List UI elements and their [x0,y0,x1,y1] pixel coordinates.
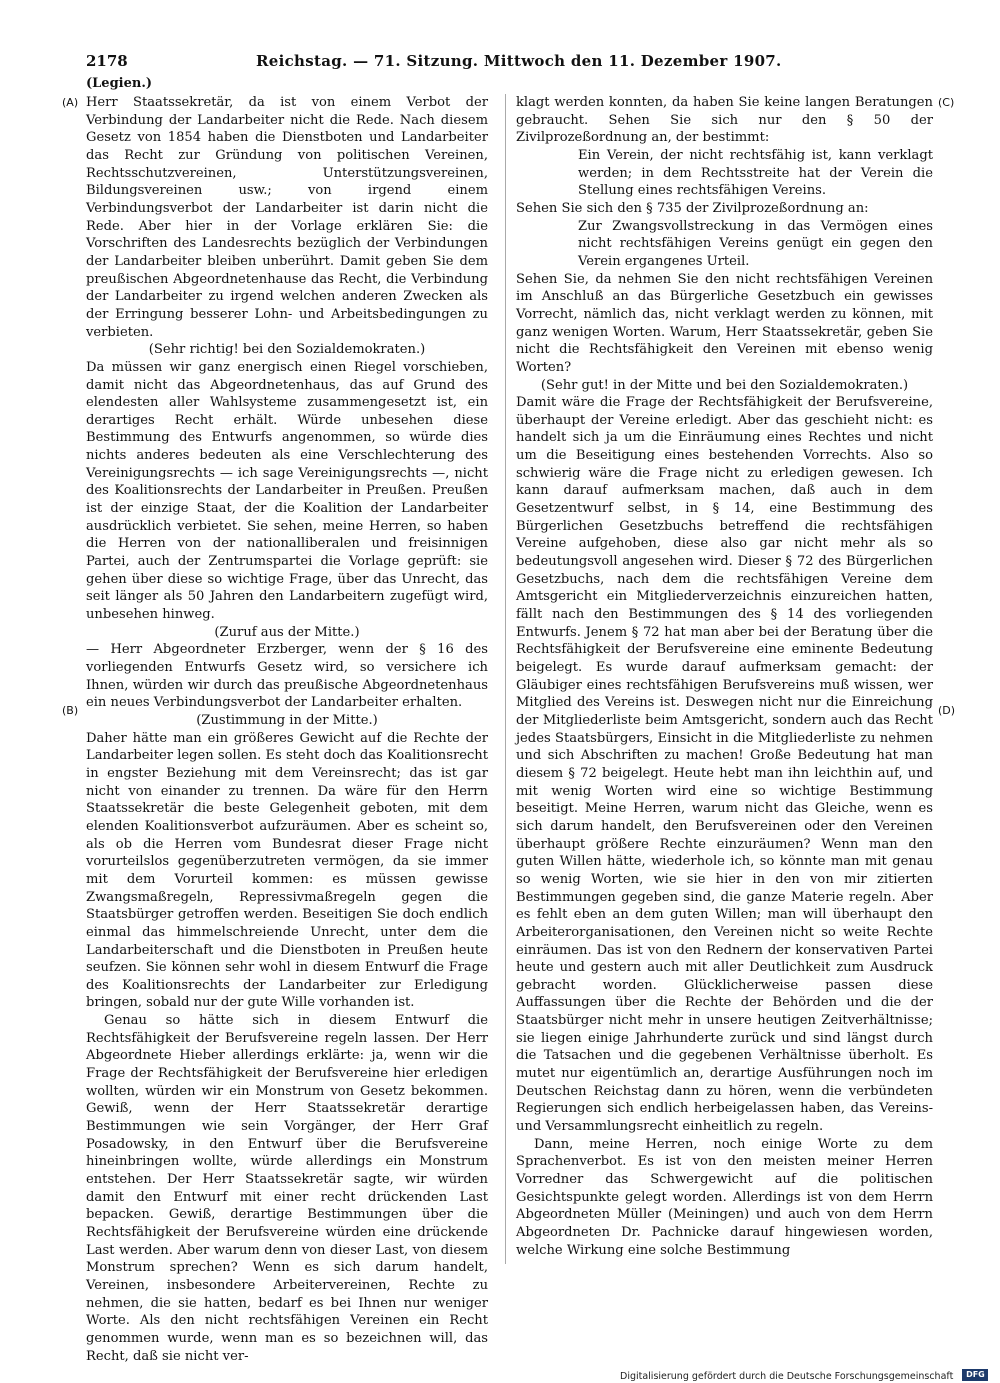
interjection: (Zuruf aus der Mitte.) [214,624,360,640]
legal-quote: Ein Verein, der nicht rechtsfähig ist, kann verklagt werden; in dem Rechtsstreite hat der Verein die Stellung eines rechtsfähigen Vereins. [578,147,933,199]
paragraph: Sehen Sie, da nehmen Sie den nicht rechtsfähigen Vereinen im Anschluß an das Bürgerliche Gesetzbuch ein gewisses Vorrecht, nämlich das, nicht verklagt werden zu können, mit ganz wenigen Worten. Warum, Herr Staatssekretär, geben Sie nicht die Rechtsfähigkeit den Vereinen mit ebenso wenig Worten? [516,271,933,375]
running-head: Reichstag. — 71. Sitzung. Mittwoch den 11. Dezember 1907. [256,52,782,70]
left-column [86,94,488,1364]
margin-marker-d: (D) [938,704,956,717]
margin-marker-c: (C) [938,96,955,109]
paragraph: Dann, meine Herren, noch einige Worte zu dem Sprachenverbot. Es ist von den meisten meiner Herren Vorredner das Schwergewicht auf die politischen Gesichtspunkte gelegt worden. Allerdings ist von dem Herrn Abgeordneten Müller (Meiningen) und auch von dem Herrn Abgeordneten Dr. Pachnicke darauf hingewiesen worden, welche Wirkung eine solche Bestimmung [516,1136,933,1258]
paragraph: Herr Staatssekretär, da ist von einem Verbot der Verbindung der Landarbeiter nicht die Rede. Nach diesem Gesetz von 1854 haben die Dienstboten und Landarbeiter das Recht zur Gründung von politischen Vereinen, Rechtsschutzvereinen, Unterstützungsvereinen, Bildungsvereinen usw.; von irgend einem Verbindungsverbot der Landarbeiter ist darin nicht die Rede. Aber hier in der Vorlage erklären Sie: die Vorschriften des Landesrechts bezüglich der Verbindungen der Landarbeiter bleiben unberührt. Damit geben Sie dem preußischen Abgeordnetenhause das Recht, die Verbindung der Landarbeiter zu irgend welchen anderen Zwecken als der Erringung besserer Lohn- und Arbeitsbedingungen zu verbieten. [86,95,488,340]
paragraph: Da müssen wir ganz energisch einen Riegel vorschieben, damit nicht das Abgeordnetenhaus, das auf Grund des elendesten aller Wahlsysteme zusammengesetzt ist, ein derartiges Recht erhält. Würde unbesehen diese Bestimmung des Entwurfs angenommen, so würde dies nichts anderes bedeuten als eine Verschlechterung des Vereinigungsrechts — ich sage Vereinigungsrechts —, nicht des Koalitionsrechts der Landarbeiter in Preußen. Preußen ist der einzige Staat, der die Koalition der Landarbeiter ausdrücklich verbietet. Sie sehen, meine Herren, so haben die Herren von der nationalliberalen und freisinnigen Partei, auch der Zentrumspartei die Vorlage geprüft: sie gehen über diese so wichtige Frage, über das Unrecht, das seit länger als 50 Jahren den Landarbeitern zugefügt wird, unbesehen hinweg. [86,359,488,623]
interjection: (Sehr gut! in der Mitte und bei den Sozialdemokraten.) [540,377,909,393]
dfg-logo: DFG [962,1369,988,1381]
paragraph: Damit wäre die Frage der Rechtsfähigkeit der Berufsvereine, überhaupt der Vereine erledigt. Aber das geschieht nicht: es handelt sich ja um die Einräumung eines Rechtes und nicht um die Beseitigung eines bestehenden Vorrechts. Also so schwierig wäre die Frage nicht zu erledigen gewesen. Ich kann darauf aufmerksam machen, daß auch in dem Gesetzentwurf selbst, in § 14, eine Bestimmung des Bürgerlichen Gesetzbuchs betreffend die rechtsfähigen Vereine aufgehoben, diese also gar nicht mehr als so bedeutungsvoll angesehen wird. Dieser § 72 des Bürgerlichen Gesetzbuchs, nach dem die rechtsfähigen Vereine dem Amtsgericht ein Mitgliederverzeichnis einzureichen hatten, fällt nach den Bestimmungen des § 14 des vorliegenden Entwurfs. Jenem § 72 hat man aber bei der Beratung über die Rechtsfähigkeit der Berufsvereine eine eminente Bedeutung beigelegt. Es wurde darauf aufmerksam gemacht: der Gläubiger eines rechtsfähigen Berufsvereins muß wissen, wer Mitglied des Vereins ist. Deswegen nicht nur die Einreichung der Mitgliederliste beim Amtsgericht, sondern auch das Recht jedes Staatsbürgers, Einsicht in die Mitgliederliste zu nehmen und sich Abschriften zu machen! Große Bedeutung hat man diesem § 72 beigelegt. Heute hebt man ihn leichthin auf, und mit wenig Worten wird eine so wichtige Bestimmung beseitigt. Meine Herren, warum nicht das Gleiche, wenn es sich darum handelt, den Berufsvereinen oder den Vereinen überhaupt größere Rechte einzuräumen? Wenn man den guten Willen hätte, wiederhole ich, so könnte man mit genau so wenig Worten, wie sie hier in den von mir zitierten Bestimmungen gegeben sind, die ganze Materie regeln. Aber es fehlt eben an dem guten Willen; man will überhaupt den Arbeiterorganisationen, den Vereinen nicht so weite Rechte einräumen. Das ist von den Rednern der konservativen Partei heute und gestern auch mit aller Deutlichkeit zum Ausdruck gebracht worden. Glücklicherweise passen diese Auffassungen über die Rechte der Behörden und die der Staatsbürger nicht mehr in unsere heutigen Zeitverhältnisse; sie liegen einige Jahrhunderte zurück und sind längst durch die Tatsachen und die gegebenen Verhältnisse überholt. Es mutet nur eigentümlich an, derartige Ausführungen noch im Deutschen Reichstag dann zu hören, wenn die verbündeten Regierungen sich endlich herbeigelassen haben, das Vereins- und Versammlungsrecht einheitlich zu regeln. [516,395,933,1135]
paragraph: — Herr Abgeordneter Erzberger, wenn der § 16 des vorliegenden Entwurfs Gesetz wird, so versichere ich Ihnen, würden wir durch das preußische Abgeordnetenhaus ein neues Verbindungsverbot der Landarbeiter erhalten. [86,642,488,711]
credit-text: Digitalisierung gefördert durch die Deutsche Forschungsgemeinschaft [620,1371,954,1382]
page-number: 2178 [86,52,128,70]
speaker-name: (Legien.) [86,76,152,91]
legal-quote: Zur Zwangsvollstreckung in das Vermögen eines nicht rechtsfähigen Vereins genügt ein gegen den Verein ergangenes Urteil. [578,218,933,269]
margin-marker-b: (B) [62,704,79,717]
margin-marker-a: (A) [62,96,79,109]
interjection: (Zustimmung in der Mitte.) [196,712,378,728]
footer-credit [620,1364,990,1380]
paragraph: klagt werden konnten, da haben Sie keine langen Beratungen gebraucht. Sehen Sie sich nur den § 50 der Zivilprozeßordnung an, der bestimmt: [516,95,933,146]
paragraph: Sehen Sie sich den § 735 der Zivilprozeßordnung an: [516,200,869,216]
paragraph: Genau so hätte sich in diesem Entwurf die Rechtsfähigkeit der Berufsvereine regeln lassen. Der Herr Abgeordnete Hieber allerdings erklärte: ja, wenn wir die Frage der Rechtsfähigkeit der Berufsvereine hier erledigen wollten, würden wir ein Monstrum von Gesetz bekommen. Gewiß, wenn der Herr Staatssekretär derartige Bestimmungen wie sein Vorgänger, der Herr Graf Posadowsky, in den Entwurf über die Berufsvereine hineinbringen wollte, würde allerdings ein Monstrum entstehen. Der Herr Staatssekretär sagte, wir würden damit den Entwurf mit einer recht drückenden Last bepacken. Gewiß, derartige Bestimmungen über die Rechtsfähigkeit der Berufsvereine würden eine drückende Last werden. Aber warum denn von dieser Last, von diesem Monstrum sprechen? Wenn es sich darum handelt, Vereinen, insbesondere Arbeitervereinen, Rechte zu nehmen, die sie hatten, bedarf es bei Ihnen nur weniger Worte. Als den nicht rechtsfähigen Vereinen ein Recht genommen wurde, wenn man es so bezeichnen will, das Recht, daß sie nicht ver- [86,1013,488,1364]
right-column [516,94,933,1264]
page-header [86,52,932,72]
paragraph: Daher hätte man ein größeres Gewicht auf die Rechte der Landarbeiter legen sollen. Es steht doch das Koalitionsrecht in engster Beziehung mit dem Vereinsrecht; das ist gar nicht von einander zu trennen. Da wäre für den Herrn Staatssekretär die beste Gelegenheit geboten, mit dem elenden Koalitionsverbot aufzuräumen. Aber es scheint so, als ob die Herren vom Bundesrat dieser Frage nicht vorurteilslos gegenüberzutreten vermögen, da sie immer mit dem Vorurteil kommen: es müssen gewisse Zwangsmaßregeln, Repressivmaßregeln gegen die Staatsbürger getroffen werden. Beseitigen Sie doch endlich einmal das himmelschreiende Unrecht, unter dem die Landarbeiterschaft und die Dienstboten in Preußen heute seufzen. Sie können sehr wohl in diesem Entwurf die Frage des Koalitionsrechts der Landarbeiter zur Erledigung bringen, sobald nur der gute Wille vorhanden ist. [86,730,488,1011]
column-divider [505,94,506,1264]
interjection: (Sehr richtig! bei den Sozialdemokraten.) [148,342,426,358]
